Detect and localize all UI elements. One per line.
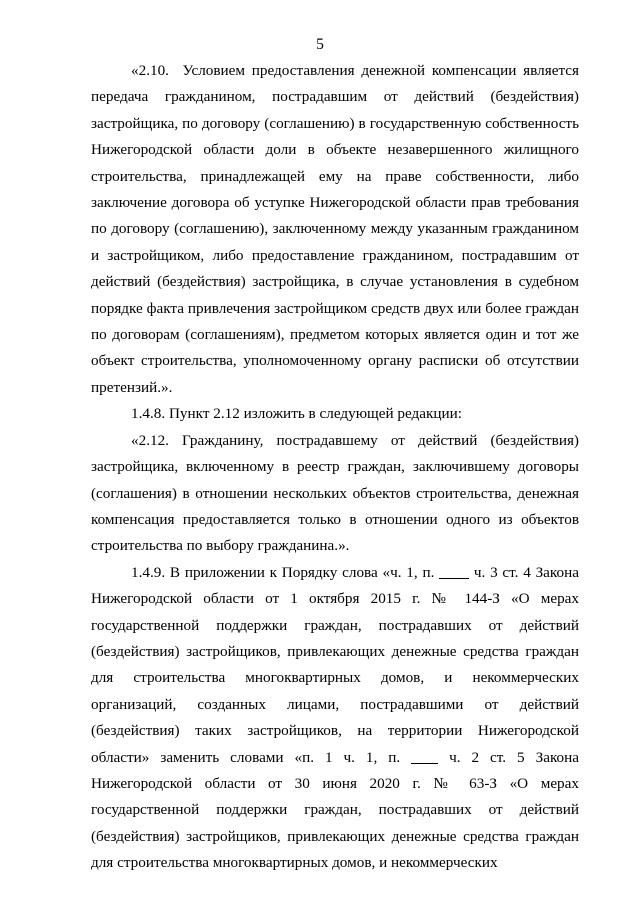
- item-1-4-8-paragraph: 1.4.8. Пункт 2.12 изложить в следующей редакции:: [131, 405, 462, 423]
- clause-2-10-paragraph: «2.10. Условием предоставления денежной компенсации является передача гражданином, пострадавшим от действий (бездействия) застройщика, по договору (соглашению) в государственную собственность Нижегородской области доли в объекте незавершенного жилищного строительства, принадлежащей ему на праве собственности, либо заключение договора об уступке Нижегородской области прав требования по договору (соглашению), заключенному между указанным гражданином и застройщиком, либо предоставление гражданином, пострадавшим от действий (бездействия) застройщика, в случае установления в судебном порядке факта привлечения застройщиком средств двух или более граждан по договорам (соглашениям), предметом которых является один и тот же объект строительства, уполномоченному органу расписки об отсутствии претензий.».: [91, 62, 579, 396]
- blank-line-new-paragraph: [411, 747, 438, 763]
- clause-2-12-paragraph: «2.12. Гражданину, пострадавшему от действий (бездействия) застройщика, включенному в реестр граждан, заключившему договоры (соглашения) в отношении нескольких объектов строительства, денежная компенсация предоставляется только в отношении одного из объектов строительства по выбору гражданина.».: [91, 431, 579, 555]
- item-1-4-9-text-start: 1.4.9. В приложении к Порядку слова «ч. 1, п.: [131, 563, 440, 581]
- page-number: 5: [316, 36, 324, 53]
- item-1-4-9-paragraph: [91, 560, 579, 877]
- document-body: [91, 58, 579, 877]
- item-1-4-9-text-end: ч. 2 ст. 5 Закона Нижегородской области от 30 июня 2020 г. № 63-З «О мерах государственной поддержки граждан, пострадавших от действий (бездействия) застройщиков, привлекающих денежные средства граждан для строительства многоквартирных домов, и некоммерческих: [91, 748, 580, 872]
- blank-line-old-paragraph: [439, 563, 469, 579]
- item-1-4-9-text-middle: ч. 3 ст. 4 Закона Нижегородской области от 1 октября 2015 г. № 144-З «О мерах государственной поддержки граждан, пострадавших от действий (бездействия) застройщиков, привлекающих денежные средства граждан для строительства многоквартирных домов, и некоммерческих организаций, созданных лицами, пострадавшими от действий (бездействия) таких застройщиков, на территории Нижегородской области» заменить словами «п. 1 ч. 1, п.: [91, 563, 579, 766]
